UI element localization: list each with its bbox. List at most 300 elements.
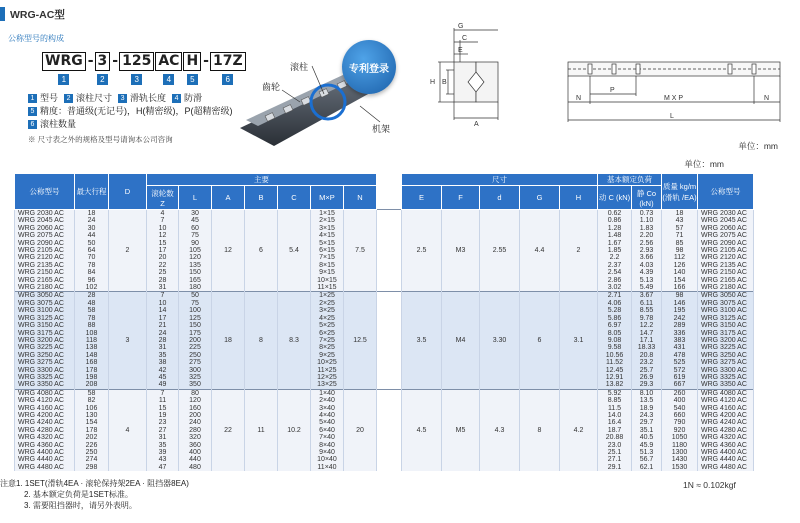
table-cell: 27.1 — [598, 456, 632, 463]
dim-label-l: L — [670, 113, 674, 120]
table-cell: 1180 — [662, 442, 698, 449]
table-cell: 3.30 — [480, 292, 520, 389]
table-cell: 35.1 — [632, 427, 662, 434]
code-part: AC — [155, 52, 182, 71]
table-cell: WRG 2150 AC — [698, 269, 754, 276]
dim-label-g: G — [458, 23, 464, 30]
table-cell: WRG 2045 AC — [15, 217, 75, 224]
table-cell: 5.86 — [598, 315, 632, 322]
table-cell: WRG 4320 AC — [698, 434, 754, 441]
table-cell: 320 — [179, 434, 212, 441]
table-row — [15, 389, 754, 397]
spec-table — [14, 173, 754, 471]
unit-conversion: 1N ≈ 0.102kgf — [683, 480, 736, 490]
table-cell: 23.0 — [598, 442, 632, 449]
table-cell: 28 — [75, 292, 109, 300]
table-cell: 43 — [147, 456, 179, 463]
table-cell: 31 — [147, 284, 179, 292]
table-cell: 280 — [179, 427, 212, 434]
table-cell: WRG 4240 AC — [698, 419, 754, 426]
table-cell: 56.7 — [632, 456, 662, 463]
dim-label-n2: N — [764, 95, 770, 102]
table-cell: 4.4 — [520, 210, 560, 292]
table-cell: 8 — [245, 292, 278, 389]
table-cell: 75 — [179, 300, 212, 307]
table-cell: 226 — [75, 442, 109, 449]
table-cell: 11.5 — [598, 405, 632, 412]
table-cell: WRG 2105 AC — [15, 247, 75, 254]
model-code — [42, 52, 247, 85]
table-cell: 47 — [147, 464, 179, 471]
table-cell: 38 — [147, 359, 179, 366]
table-cell: 3.5 — [402, 292, 442, 389]
table-cell: 660 — [662, 412, 698, 419]
code-part: H — [183, 52, 201, 71]
table-cell: 160 — [179, 405, 212, 412]
table-cell: WRG 3200 AC — [15, 337, 75, 344]
col-b: B — [245, 186, 278, 210]
table-cell: WRG 3150 AC — [698, 322, 754, 329]
table-cell: 28 — [147, 277, 179, 284]
table-cell: 6×40 — [311, 427, 344, 434]
table-cell: 12.91 — [598, 374, 632, 381]
table-cell: 40.5 — [632, 434, 662, 441]
table-cell: 108 — [75, 330, 109, 337]
table-gap — [377, 389, 402, 471]
table-cell: 166 — [662, 284, 698, 292]
code-part: 3 — [95, 52, 111, 71]
table-cell: 12.2 — [632, 322, 662, 329]
table-cell: 105 — [179, 247, 212, 254]
table-cell: 20.88 — [598, 434, 632, 441]
table-cell: 298 — [75, 464, 109, 471]
footer-note-2: 2. 基本额定负荷是1SET标准。 — [24, 490, 133, 499]
table-cell: M5 — [442, 389, 480, 471]
table-row — [15, 292, 754, 300]
table-cell: 9.58 — [598, 344, 632, 351]
legend-number: 3 — [118, 94, 127, 103]
table-cell: 2.71 — [598, 292, 632, 300]
table-cell: 1.85 — [598, 247, 632, 254]
table-cell: 289 — [662, 322, 698, 329]
code-number: 4 — [163, 74, 174, 85]
table-cell: 10 — [147, 225, 179, 232]
table-cell: 4.03 — [632, 262, 662, 269]
table-cell: 7×15 — [311, 254, 344, 261]
table-cell: 85 — [662, 240, 698, 247]
col-z-label: Z — [160, 198, 165, 208]
col-g: G — [520, 186, 560, 210]
table-cell: 2.55 — [480, 210, 520, 292]
table-cell: WRG 2165 AC — [15, 277, 75, 284]
table-cell: 24.3 — [632, 412, 662, 419]
table-cell: 202 — [75, 434, 109, 441]
dim-label-e: E — [458, 47, 463, 54]
table-cell: 58 — [75, 307, 109, 314]
table-cell: 667 — [662, 381, 698, 389]
table-cell: 7 — [147, 217, 179, 224]
legend-number: 1 — [28, 94, 37, 103]
col-group-dim: 尺寸 — [402, 174, 598, 186]
table-cell: 250 — [75, 449, 109, 456]
code-number: 6 — [222, 74, 233, 85]
table-cell: 18.7 — [598, 427, 632, 434]
table-cell: 14.7 — [632, 330, 662, 337]
table-cell: WRG 2045 AC — [698, 217, 754, 224]
table-cell: 225 — [179, 344, 212, 351]
table-cell: 540 — [662, 405, 698, 412]
table-cell: 29.3 — [632, 381, 662, 389]
table-cell: 60 — [179, 225, 212, 232]
table-cell: WRG 2135 AC — [698, 262, 754, 269]
table-cell: 4×25 — [311, 315, 344, 322]
table-cell: 7.5 — [344, 210, 377, 292]
table-cell: 1430 — [662, 456, 698, 463]
table-cell: 480 — [179, 464, 212, 471]
table-cell: 350 — [179, 381, 212, 389]
table-cell: 3×25 — [311, 307, 344, 314]
table-cell: 11×15 — [311, 284, 344, 292]
legend-number: 6 — [28, 120, 37, 129]
col-stroke: 最大行程 — [75, 174, 109, 210]
table-cell: 6 — [520, 292, 560, 389]
table-cell: 96 — [75, 277, 109, 284]
table-cell: WRG 3300 AC — [15, 367, 75, 374]
table-cell: 13×25 — [311, 381, 344, 389]
table-cell: 8 — [520, 389, 560, 471]
table-cell: WRG 2120 AC — [698, 254, 754, 261]
table-cell: 49 — [147, 381, 179, 389]
col-model: 公称型号 — [15, 174, 75, 210]
table-cell: 2×40 — [311, 397, 344, 404]
table-cell: 2.2 — [598, 254, 632, 261]
table-cell: WRG 3050 AC — [15, 292, 75, 300]
table-cell: WRG 4080 AC — [698, 389, 754, 397]
table-cell: 75 — [179, 232, 212, 239]
table-cell: 4 — [147, 210, 179, 218]
table-cell: 5×40 — [311, 419, 344, 426]
table-cell: 9×40 — [311, 449, 344, 456]
table-cell: 11.52 — [598, 359, 632, 366]
table-cell: WRG 4120 AC — [698, 397, 754, 404]
table-cell: 6×15 — [311, 247, 344, 254]
code-number: 1 — [58, 74, 69, 85]
table-cell: 25 — [147, 269, 179, 276]
table-cell: 50 — [75, 240, 109, 247]
table-cell: 57 — [662, 225, 698, 232]
table-cell: 4.2 — [560, 389, 598, 471]
table-cell: 5.4 — [278, 210, 311, 292]
col-mp: M×P — [311, 186, 344, 210]
table-cell: 24 — [147, 330, 179, 337]
table-cell: 80 — [179, 389, 212, 397]
table-cell: 90 — [179, 240, 212, 247]
table-cell: 3.1 — [560, 292, 598, 389]
table-cell: 12.45 — [598, 367, 632, 374]
table-cell: 45 — [179, 217, 212, 224]
dim-label-c: C — [462, 35, 468, 42]
table-cell: 9.78 — [632, 315, 662, 322]
code-part: 17Z — [210, 52, 246, 71]
table-cell: WRG 3100 AC — [698, 307, 754, 314]
code-separator: - — [112, 53, 119, 69]
dim-label-n: N — [576, 95, 582, 102]
table-cell: 1050 — [662, 434, 698, 441]
code-number: 3 — [131, 74, 142, 85]
col-a: A — [212, 186, 245, 210]
table-cell: 130 — [75, 412, 109, 419]
table-cell: 2×25 — [311, 300, 344, 307]
table-cell: 154 — [662, 277, 698, 284]
table-cell: 6.11 — [632, 300, 662, 307]
table-cell: 440 — [179, 456, 212, 463]
table-cell: 120 — [179, 254, 212, 261]
table-cell: 31 — [147, 344, 179, 351]
table-cell: 383 — [662, 337, 698, 344]
legend-text: 精度：普通级(无记号)，H(精密级)，P(超精密级) — [40, 106, 233, 116]
table-cell: 400 — [662, 397, 698, 404]
table-cell: 175 — [179, 330, 212, 337]
code-part: 125 — [119, 52, 154, 71]
table-cell: 208 — [75, 381, 109, 389]
table-cell: 525 — [662, 359, 698, 366]
table-cell: 200 — [179, 337, 212, 344]
table-cell: WRG 3075 AC — [698, 300, 754, 307]
table-cell: 200 — [179, 412, 212, 419]
table-cell: 26.9 — [632, 374, 662, 381]
table-cell: WRG 2060 AC — [15, 225, 75, 232]
table-cell: 29.7 — [632, 419, 662, 426]
table-cell: 920 — [662, 427, 698, 434]
table-cell: WRG 4320 AC — [15, 434, 75, 441]
table-cell: 11×40 — [311, 464, 344, 471]
legend-text: 型号 — [40, 93, 59, 103]
table-cell: WRG 4440 AC — [698, 456, 754, 463]
table-cell: 178 — [75, 367, 109, 374]
dim-label-b: B — [442, 79, 447, 86]
table-cell: 168 — [75, 359, 109, 366]
table-cell: WRG 4160 AC — [15, 405, 75, 412]
table-cell: 3.02 — [598, 284, 632, 292]
table-cell: WRG 3075 AC — [15, 300, 75, 307]
table-cell: 43 — [662, 217, 698, 224]
table-cell: 12.5 — [344, 292, 377, 389]
table-cell: 10×25 — [311, 359, 344, 366]
table-cell: WRG 4280 AC — [698, 427, 754, 434]
table-cell: 400 — [179, 449, 212, 456]
unit-label-top: 单位：mm — [738, 141, 778, 151]
table-cell: WRG 4360 AC — [698, 442, 754, 449]
table-cell: WRG 3300 AC — [698, 367, 754, 374]
table-cell: 8.10 — [632, 389, 662, 397]
table-cell: 35 — [147, 352, 179, 359]
table-cell: 1×25 — [311, 292, 344, 300]
table-cell: 300 — [179, 367, 212, 374]
table-cell: 11 — [147, 397, 179, 404]
table-cell: 242 — [662, 315, 698, 322]
table-cell: 17.1 — [632, 337, 662, 344]
table-cell: 21 — [147, 322, 179, 329]
table-cell: WRG 4400 AC — [698, 449, 754, 456]
table-cell: 23.2 — [632, 359, 662, 366]
col-dynamic: 动 C (kN) — [598, 186, 632, 210]
table-cell: 28 — [147, 337, 179, 344]
table-cell: 12 — [147, 232, 179, 239]
table-cell: 1×40 — [311, 389, 344, 397]
col-l: L — [179, 186, 212, 210]
table-cell: 62.1 — [632, 464, 662, 471]
table-cell: 18 — [662, 210, 698, 218]
table-cell: WRG 2120 AC — [15, 254, 75, 261]
table-cell: 19 — [147, 412, 179, 419]
table-cell: 4 — [109, 389, 147, 471]
table-cell: 250 — [179, 352, 212, 359]
col-model-2: 公称型号 — [698, 174, 754, 210]
legend-note: ※ 尺寸表之外的规格及型号请询本公司咨询 — [28, 135, 173, 144]
table-cell: WRG 4240 AC — [15, 419, 75, 426]
table-cell: 478 — [662, 352, 698, 359]
table-cell: 5.92 — [598, 389, 632, 397]
table-cell: 4×40 — [311, 412, 344, 419]
table-cell: 98 — [662, 292, 698, 300]
table-cell: 16.4 — [598, 419, 632, 426]
table-cell: 10.2 — [278, 389, 311, 471]
table-cell: 15 — [147, 405, 179, 412]
table-cell: WRG 3050 AC — [698, 292, 754, 300]
table-cell: WRG 3175 AC — [15, 330, 75, 337]
col-group-load: 基本额定负荷 — [598, 174, 662, 186]
table-cell: 70 — [75, 254, 109, 261]
table-cell: WRG 3125 AC — [698, 315, 754, 322]
table-cell: 50 — [179, 292, 212, 300]
table-cell: 20.8 — [632, 352, 662, 359]
col-n: N — [344, 186, 377, 210]
table-cell: 2.37 — [598, 262, 632, 269]
table-cell: 8.85 — [598, 397, 632, 404]
table-cell: 2.86 — [598, 277, 632, 284]
table-cell: 140 — [662, 269, 698, 276]
unit-label-mid: 单位：mm — [684, 159, 724, 169]
table-cell: 10×15 — [311, 277, 344, 284]
table-cell: 20 — [147, 254, 179, 261]
table-cell: 8.3 — [278, 292, 311, 389]
table-cell: 42 — [147, 367, 179, 374]
table-cell: WRG 3225 AC — [698, 344, 754, 351]
table-cell: WRG 3325 AC — [698, 374, 754, 381]
table-cell: 1.67 — [598, 240, 632, 247]
table-cell: WRG 4400 AC — [15, 449, 75, 456]
table-cell: WRG 3325 AC — [15, 374, 75, 381]
patent-badge: 专利登录 — [342, 40, 396, 94]
table-cell: 17 — [147, 247, 179, 254]
table-cell: 13.82 — [598, 381, 632, 389]
col-static: 静 Co (kN) — [632, 186, 662, 210]
table-cell: 8×25 — [311, 344, 344, 351]
table-cell: 336 — [662, 330, 698, 337]
footer-note-1: 注意1. 1SET(滑轨4EA · 滚轮保持架2EA · 阻挡器8EA) — [0, 479, 189, 488]
title-marker — [0, 7, 5, 21]
table-cell: 18 — [75, 210, 109, 218]
table-cell: 2×15 — [311, 217, 344, 224]
table-cell: WRG 2135 AC — [15, 262, 75, 269]
table-cell: 29.1 — [598, 464, 632, 471]
code-legend — [28, 92, 233, 146]
table-cell: 25.1 — [598, 449, 632, 456]
table-cell: 112 — [662, 254, 698, 261]
table-cell: WRG 2075 AC — [15, 232, 75, 239]
table-cell: 6×25 — [311, 330, 344, 337]
col-z — [147, 186, 179, 210]
table-cell: 20 — [344, 389, 377, 471]
table-cell: WRG 2180 AC — [15, 284, 75, 292]
table-cell: 125 — [179, 315, 212, 322]
table-cell: WRG 2105 AC — [698, 247, 754, 254]
table-cell: WRG 3225 AC — [15, 344, 75, 351]
table-cell: WRG 3200 AC — [698, 337, 754, 344]
col-d: D — [109, 174, 147, 210]
table-cell: 17 — [147, 315, 179, 322]
col-rollers: 滚轮数 — [151, 188, 174, 198]
table-cell: WRG 3125 AC — [15, 315, 75, 322]
table-cell: WRG 4120 AC — [15, 397, 75, 404]
table-cell: 14 — [147, 307, 179, 314]
table-cell: 8×15 — [311, 262, 344, 269]
table-cell: WRG 2165 AC — [698, 277, 754, 284]
table-cell: WRG 3250 AC — [698, 352, 754, 359]
side-view-diagram — [552, 40, 796, 132]
table-cell: 5×25 — [311, 322, 344, 329]
table-cell: 150 — [179, 322, 212, 329]
table-cell: 1×15 — [311, 210, 344, 218]
table-cell: 154 — [75, 419, 109, 426]
table-cell: 15 — [147, 240, 179, 247]
table-cell: 6 — [245, 210, 278, 292]
table-cell: 178 — [75, 427, 109, 434]
table-cell: 3 — [109, 292, 147, 389]
table-cell: 2.93 — [632, 247, 662, 254]
table-cell: 2.54 — [598, 269, 632, 276]
table-cell: WRG 2090 AC — [698, 240, 754, 247]
section-subtitle: 公称型号的构成 — [8, 34, 64, 43]
table-cell: 5.13 — [632, 277, 662, 284]
table-cell: 135 — [179, 262, 212, 269]
table-cell: M4 — [442, 292, 480, 389]
table-cell: 9×25 — [311, 352, 344, 359]
table-gap — [377, 292, 402, 389]
col-group-main: 主要 — [147, 174, 377, 186]
table-cell: 45 — [147, 374, 179, 381]
cross-section-diagram — [414, 20, 526, 128]
table-cell: WRG 2030 AC — [698, 210, 754, 218]
table-cell: 0.62 — [598, 210, 632, 218]
table-cell: WRG 3150 AC — [15, 322, 75, 329]
table-cell: 1530 — [662, 464, 698, 471]
table-cell: 39 — [147, 449, 179, 456]
table-cell: 165 — [179, 277, 212, 284]
table-cell: WRG 4160 AC — [698, 405, 754, 412]
table-cell: 84 — [75, 269, 109, 276]
table-cell: 71 — [662, 232, 698, 239]
table-cell: 10×40 — [311, 456, 344, 463]
col-c: C — [278, 186, 311, 210]
table-cell: 22 — [147, 262, 179, 269]
table-cell: WRG 4200 AC — [15, 412, 75, 419]
code-separator: - — [203, 53, 209, 69]
legend-text: 滚柱尺寸 — [76, 93, 113, 103]
table-cell: 431 — [662, 344, 698, 351]
table-cell: 275 — [179, 359, 212, 366]
table-cell: WRG 4480 AC — [15, 464, 75, 471]
